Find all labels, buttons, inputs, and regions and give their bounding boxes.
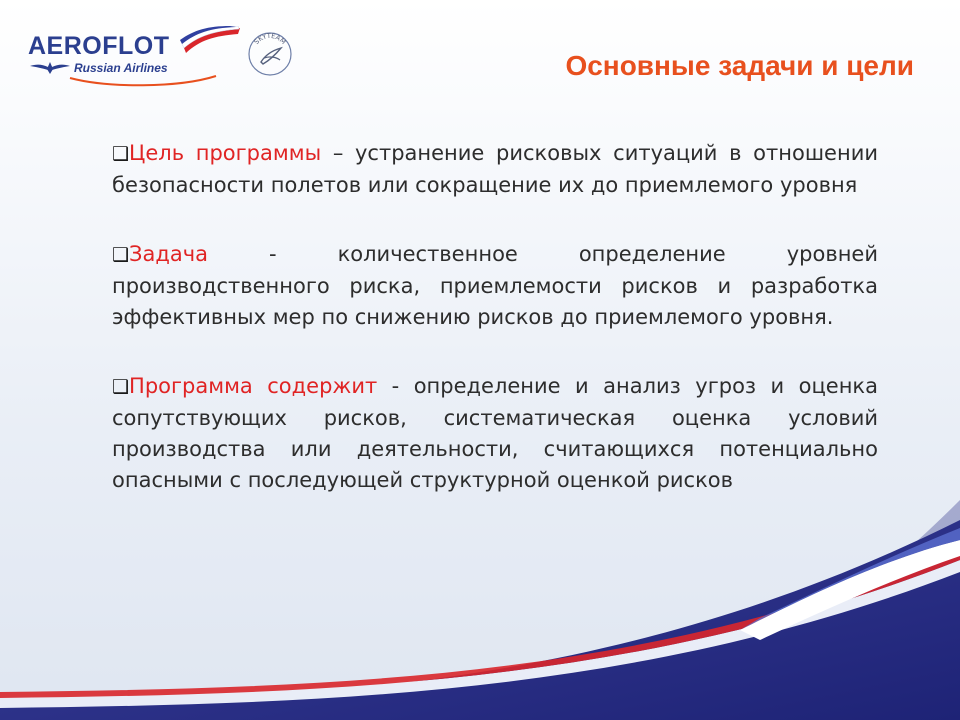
bullet-text: – устранение рисковых ситуаций в отношении безопасности полетов или сокращение их до приемлемого уровня [112,141,878,197]
checkbox-bullet-icon: ❑ [112,244,130,266]
skyteam-logo-icon [246,30,294,78]
content-list [112,138,878,534]
slide-title: Основные задачи и цели [565,50,914,81]
logo-underline-arc [68,74,218,88]
aeroflot-logo [28,26,243,88]
svg-text:SKYTEAM [252,32,287,46]
bullet-text: - количественное определение уровней производственного риска, приемлемости рисков и разработка эффективных мер по снижению рисков до приемлемого уровня. [112,242,878,329]
bullet-term: Задача [129,242,209,266]
checkbox-bullet-icon: ❑ [112,143,130,165]
bullet-goal [112,138,878,201]
flag-wave-icon [180,26,242,56]
bullet-term: Программа содержит [129,374,378,398]
bullet-term: Цель программы [129,141,322,165]
bullet-task [112,239,878,333]
bullet-contents [112,371,878,496]
checkbox-bullet-icon: ❑ [112,376,130,398]
skyteam-label: SKYTEAM [252,31,288,47]
aeroflot-subtitle: Russian Airlines [74,61,168,75]
aeroflot-wordmark: AEROFLOT [28,32,170,60]
winged-emblem-icon [30,60,70,76]
bullet-text: - определение и анализ угроз и оценка сопутствующих рисков, систематическая оценка условий производства или деятельности, считающихся потенциально опасными с последующей структурной оценкой рисков [112,374,878,492]
